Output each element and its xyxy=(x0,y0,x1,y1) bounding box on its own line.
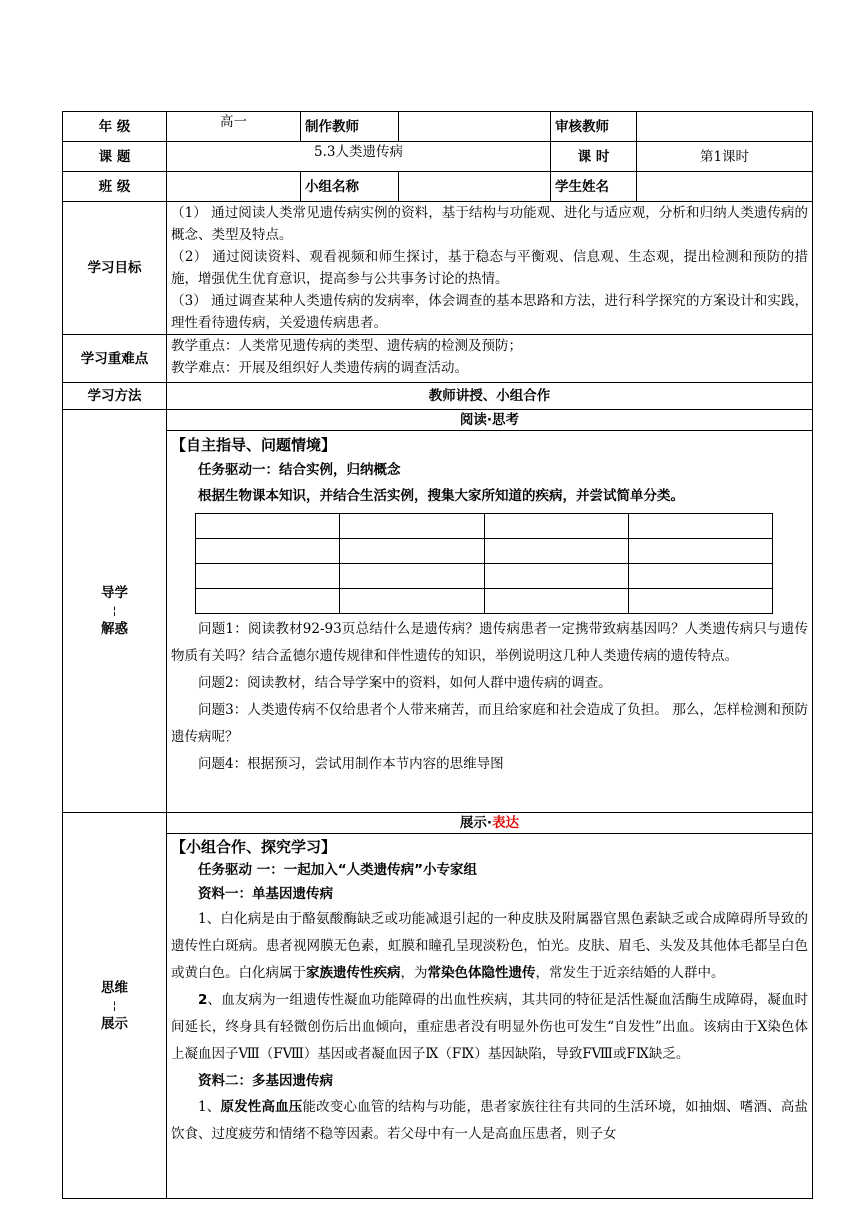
show-label-bottom: 展示 xyxy=(101,1015,128,1032)
group-field[interactable] xyxy=(399,172,551,202)
reviewer-field[interactable] xyxy=(637,112,813,142)
guide-label xyxy=(63,410,167,813)
grid-cell[interactable] xyxy=(196,539,340,564)
reviewer-label: 审核教师 xyxy=(551,112,637,142)
method-label: 学习方法 xyxy=(63,383,167,410)
grid-cell[interactable] xyxy=(340,589,484,614)
albinism-emphasis: 常染色体隐性遗传 xyxy=(427,965,536,981)
grid-cell[interactable] xyxy=(340,514,484,539)
show-label xyxy=(63,813,167,1199)
guide-task: 任务驱动一：结合实例，归纳概念 xyxy=(198,462,401,478)
keypoints-content xyxy=(167,335,813,383)
show-task: 任务驱动 一：一起加入“人类遗传病”小专家组 xyxy=(198,862,477,878)
grid-cell[interactable] xyxy=(628,514,772,539)
question-2: 问题2：阅读教材，结合导学案中的资料，如何人群中遗传病的调查。 xyxy=(198,675,612,691)
albinism-text: 1、白化病是由于酪氨酸酶缺乏或功能减退引起的一种皮肤及附属器官黑色素缺乏或合成障碍所导致的遗传性白斑病。患者视网膜无色素，虹膜和瞳孔呈现淡粉色，怕光。皮肤、眉毛、头发及其他体毛都呈白色或黄白色。白化病属于 xyxy=(171,911,808,981)
guide-label-bottom: 解惑 xyxy=(101,621,128,637)
class-field[interactable] xyxy=(167,172,301,202)
hypertension-emphasis: 原发性高血压 xyxy=(220,1099,303,1115)
show-heading: 【小组合作、探究学习】 xyxy=(171,838,337,856)
grid-cell[interactable] xyxy=(196,589,340,614)
objective-item: （1） 通过阅读人类常见遗传病实例的资料，基于结构与功能观、进化与适应观，分析和归纳人类遗传病的概念、类型及特点。 xyxy=(171,205,808,243)
topic-value: 5.3人类遗传病 xyxy=(167,142,551,172)
objective-item: （3） 通过调查某种人类遗传病的发病率，体会调查的基本思路和方法，进行科学探究的方案设计和实践，理性看待遗传病，关爱遗传病患者。 xyxy=(171,293,808,331)
grid-cell[interactable] xyxy=(628,539,772,564)
grid-cell[interactable] xyxy=(340,539,484,564)
grid-cell[interactable] xyxy=(628,589,772,614)
keypoint-item: 教学重点：人类常见遗传病的类型、遗传病的检测及预防； xyxy=(171,338,522,354)
period-value: 第1课时 xyxy=(637,142,813,172)
student-field[interactable] xyxy=(637,172,813,202)
albinism-text: ，常发生于近亲结婚的人群中。 xyxy=(535,965,725,981)
albinism-text: ，为 xyxy=(400,965,428,981)
guide-content xyxy=(167,410,813,813)
show-label-top: 思维 xyxy=(101,979,128,996)
question-3: 问题3：人类遗传病不仅给患者个人带来痛苦，而且给家庭和社会造成了负担。 那么，怎样检测和预防遗传病呢？ xyxy=(171,702,808,745)
material-2-title: 资料二：多基因遗传病 xyxy=(198,1073,333,1089)
period-label: 课 时 xyxy=(551,142,637,172)
grid-cell[interactable] xyxy=(484,564,628,589)
student-label: 学生姓名 xyxy=(551,172,637,202)
grid-cell[interactable] xyxy=(196,564,340,589)
question-4: 问题4：根据预习，尝试用制作本节内容的思维导图 xyxy=(198,756,504,772)
method-value: 教师讲授、小组合作 xyxy=(167,383,813,410)
hemophilia-paragraph xyxy=(171,987,808,1068)
author-label: 制作教师 xyxy=(301,112,399,142)
class-label: 班 级 xyxy=(63,172,167,202)
hypertension-text: 能改变心血管的结构与功能，患者家族往往有共同的生活环境，如抽烟、嗜酒、高盐饮食、过度疲劳和情绪不稳等因素。若父母中有一人是高血压患者，则子女 xyxy=(171,1099,809,1142)
guide-label-top: 导学 xyxy=(101,585,128,601)
albinism-emphasis: 家族遗传性疾病 xyxy=(306,965,401,981)
topic-label: 课 题 xyxy=(63,142,167,172)
grid-cell[interactable] xyxy=(340,564,484,589)
keypoint-item: 教学难点：开展及组织好人类遗传病的调查活动。 xyxy=(171,360,468,376)
hemophilia-text: 、血友病为一组遗传性凝血功能障碍的出血性疾病，其共同的特征是活性凝血活酶生成障碍，凝血时间延长，终身具有轻微创伤后出血倾向，重症患者没有明显外伤也可发生“自发性”出血。该病由于X染色体上凝血因子Ⅷ（FⅧ）基因或者凝血因子Ⅸ（FⅨ）基因缺陷，导致FⅧ或FⅨ缺乏。 xyxy=(171,992,808,1062)
albinism-paragraph xyxy=(171,906,808,987)
grid-cell[interactable] xyxy=(196,514,340,539)
group-label: 小组名称 xyxy=(301,172,399,202)
author-field[interactable] xyxy=(399,112,551,142)
grade-label: 年 级 xyxy=(63,112,167,142)
hypertension-text: 1、 xyxy=(198,1099,221,1115)
keypoints-label: 学习重难点 xyxy=(63,335,167,383)
hemophilia-number: 2 xyxy=(198,992,208,1008)
grade-value: 高一 xyxy=(167,112,301,142)
guide-heading: 【自主指导、问题情境】 xyxy=(171,436,337,454)
grid-cell[interactable] xyxy=(484,589,628,614)
lesson-plan-table xyxy=(62,111,813,1199)
hypertension-paragraph xyxy=(171,1094,808,1148)
guide-instruction: 根据生物课本知识，并结合生活实例，搜集大家所知道的疾病，并尝试简单分类。 xyxy=(198,488,684,504)
show-content xyxy=(167,813,813,1199)
show-label-sep: ¦ xyxy=(112,998,117,1012)
material-1-title: 资料一：单基因遗传病 xyxy=(198,886,333,902)
classification-grid xyxy=(195,513,773,614)
guide-label-sep: ¦ xyxy=(112,604,117,617)
show-section-title xyxy=(167,813,812,834)
grid-cell[interactable] xyxy=(628,564,772,589)
grid-cell[interactable] xyxy=(484,514,628,539)
grid-cell[interactable] xyxy=(484,539,628,564)
objectives-content xyxy=(167,202,813,335)
objectives-label: 学习目标 xyxy=(63,202,167,335)
show-title-highlight: 表达 xyxy=(492,815,520,831)
question-1: 问题1：阅读教材92-93页总结什么是遗传病？遗传病患者一定携带致病基因吗？人类遗传病只与遗传物质有关吗？结合孟德尔遗传规律和伴性遗传的知识，举例说明这几种人类遗传病的遗传特点。 xyxy=(171,621,808,664)
objective-item: （2） 通过阅读资料、观看视频和师生探讨，基于稳态与平衡观、信息观、生态观，提出检测和预防的措施，增强优生优育意识，提高参与公共事务讨论的热情。 xyxy=(171,249,808,287)
guide-section-title: 阅读·思考 xyxy=(167,410,812,431)
show-title-part: 展示· xyxy=(459,815,493,831)
